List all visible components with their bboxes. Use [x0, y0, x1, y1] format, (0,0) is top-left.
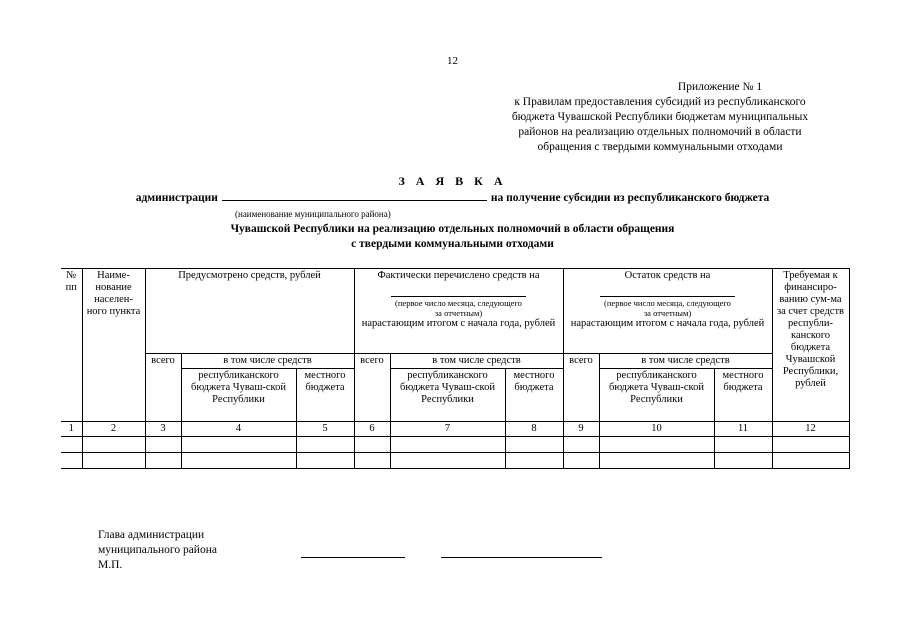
- column-number: 3: [145, 422, 181, 437]
- table-cell[interactable]: [599, 437, 714, 453]
- table-cell[interactable]: [354, 453, 390, 469]
- header-date-hint: (первое число месяца, следующего за отчетным): [600, 296, 735, 318]
- appendix-line: районов на реализацию отдельных полномочий в области: [518, 126, 802, 138]
- table-cell[interactable]: [82, 453, 145, 469]
- table-cell[interactable]: [772, 453, 849, 469]
- table-cell[interactable]: [181, 437, 296, 453]
- header-local: местного бюджета: [296, 369, 354, 422]
- table-cell[interactable]: [714, 453, 772, 469]
- signature-name-blank[interactable]: [441, 556, 602, 558]
- header-number: № пп: [61, 269, 82, 422]
- table-cell[interactable]: [145, 437, 181, 453]
- appendix-line: Приложение № 1: [677, 81, 763, 93]
- header-total: всего: [354, 354, 390, 422]
- table-cell[interactable]: [772, 437, 849, 453]
- header-local: местного бюджета: [714, 369, 772, 422]
- header-row-1: [61, 269, 849, 354]
- table-row: [61, 437, 849, 453]
- signature-blank[interactable]: [301, 556, 405, 558]
- signature-title-line-2: муниципального района: [98, 544, 217, 556]
- column-number: 12: [772, 422, 849, 437]
- header-cumulative: нарастающим итогом с начала года, рублей: [570, 318, 765, 329]
- header-transferred: [354, 269, 563, 354]
- table-cell[interactable]: [390, 437, 505, 453]
- header-settlement-name: Наиме-нование населен-ного пункта: [82, 269, 145, 422]
- appendix-line: к Правилам предоставления субсидий из республиканского: [514, 96, 806, 108]
- stamp-label: М.П.: [98, 559, 123, 571]
- table-cell[interactable]: [354, 437, 390, 453]
- column-number: 9: [563, 422, 599, 437]
- header-cumulative: нарастающим итогом с начала года, рублей: [361, 318, 556, 329]
- header-total: всего: [563, 354, 599, 422]
- column-number: 11: [714, 422, 772, 437]
- page-number: 12: [447, 55, 458, 67]
- header-local: местного бюджета: [505, 369, 563, 422]
- column-number-row: [61, 422, 849, 437]
- header-transferred-label: Фактически перечислено средств на: [377, 270, 540, 281]
- header-republican: республиканского бюджета Чуваш-ской Республики: [599, 369, 714, 422]
- application-table: [61, 268, 850, 469]
- column-number: 4: [181, 422, 296, 437]
- request-continuation: [0, 222, 905, 252]
- header-republican: республиканского бюджета Чуваш-ской Республики: [181, 369, 296, 422]
- appendix-line: обращения с твердыми коммунальными отходами: [537, 141, 783, 153]
- table-cell[interactable]: [390, 453, 505, 469]
- table-cell[interactable]: [505, 453, 563, 469]
- table-cell[interactable]: [505, 437, 563, 453]
- table-cell[interactable]: [296, 437, 354, 453]
- table-cell[interactable]: [563, 453, 599, 469]
- table-cell[interactable]: [599, 453, 714, 469]
- column-number: 7: [390, 422, 505, 437]
- column-number: 5: [296, 422, 354, 437]
- column-number: 6: [354, 422, 390, 437]
- header-republican: республиканского бюджета Чуваш-ской Республики: [390, 369, 505, 422]
- document-title: З А Я В К А: [398, 174, 507, 188]
- table-row: [61, 453, 849, 469]
- table-cell[interactable]: [181, 453, 296, 469]
- signature-block: [98, 528, 217, 573]
- header-total: всего: [145, 354, 181, 422]
- column-number: 1: [61, 422, 82, 437]
- signature-title-line-1: Глава администрации: [98, 529, 205, 541]
- district-name-hint: (наименование муниципального района): [235, 209, 391, 219]
- column-number: 10: [599, 422, 714, 437]
- request-line-1: [0, 190, 905, 204]
- table-cell[interactable]: [563, 437, 599, 453]
- table-cell[interactable]: [61, 437, 82, 453]
- header-date-hint: (первое число месяца, следующего за отчетным): [391, 296, 526, 318]
- request-line-3: с твердыми коммунальными отходами: [351, 238, 554, 250]
- header-row-2: [61, 354, 849, 369]
- appendix-heading: [470, 80, 850, 155]
- header-including: в том числе средств: [599, 354, 772, 369]
- header-including: в том числе средств: [181, 354, 354, 369]
- appendix-line: бюджета Чувашской Республики бюджетам муниципальных: [511, 111, 809, 123]
- header-remaining-label: Остаток средств на: [624, 270, 711, 281]
- table-cell[interactable]: [82, 437, 145, 453]
- table-cell[interactable]: [145, 453, 181, 469]
- request-prefix: администрации: [135, 192, 218, 204]
- header-including: в том числе средств: [390, 354, 563, 369]
- table-cell[interactable]: [61, 453, 82, 469]
- request-line-2: Чувашской Республики на реализацию отдельных полномочий в области обращения: [230, 223, 675, 235]
- table-cell[interactable]: [296, 453, 354, 469]
- header-planned: Предусмотрено средств, рублей: [145, 269, 354, 354]
- request-suffix: на получение субсидии из республиканского бюджета: [490, 192, 770, 204]
- column-number: 2: [82, 422, 145, 437]
- column-number: 8: [505, 422, 563, 437]
- header-remaining: [563, 269, 772, 354]
- district-name-blank[interactable]: [222, 190, 487, 201]
- header-required: Требуемая к финансиро-ванию сум-ма за счет средств республи-канского бюджета Чувашской Республики, рублей: [772, 269, 849, 422]
- table-cell[interactable]: [714, 437, 772, 453]
